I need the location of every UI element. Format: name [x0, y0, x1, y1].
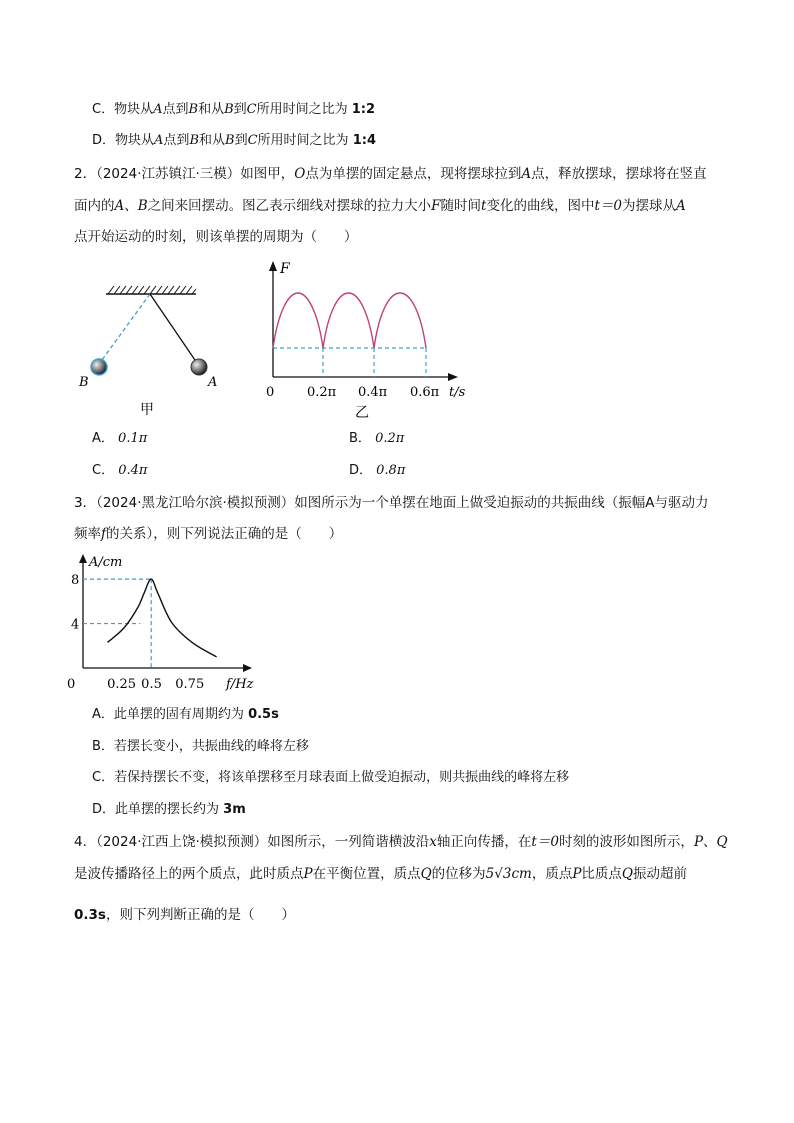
resonance-curve: [108, 579, 217, 657]
label-a: A: [208, 375, 218, 390]
ceiling-hatch: [106, 286, 196, 294]
string-to-a: [150, 294, 197, 363]
y-axis-arrow: [269, 261, 277, 271]
tick-label-0.2pi: 0.2π: [307, 385, 337, 400]
y-tick-label-4: 4: [71, 617, 80, 633]
q3-line-1: 3．（2024·黑龙江哈尔滨·模拟预测）如图所示为一个单摆在地面上做受迫振动的共振曲线（振幅A与驱动力: [74, 495, 709, 511]
q2-option-a: A． 0.1π: [92, 431, 148, 446]
y-axis-label: F: [280, 261, 290, 277]
tick-label-0.6pi: 0.6π: [410, 385, 440, 400]
x-axis-arrow: [448, 373, 458, 381]
y-axis-arrow: [79, 554, 87, 563]
q2-option-d: D． 0.8π: [349, 463, 406, 478]
q4-line-1: 4．（2024·江西上饶·模拟预测）如图所示，一列简谐横波沿x轴正向传播，在t＝0时刻的波形如图所示，P、Q: [74, 834, 728, 850]
q4-line-3: 0.3s，则下列判断正确的是（ ）: [74, 907, 295, 923]
q3-option-a: A．此单摆的固有周期约为 0.5s: [92, 707, 279, 722]
q2-pendulum-figure: [72, 278, 222, 418]
caption-yi: 乙: [355, 405, 369, 421]
q2-option-b: B． 0.2π: [349, 431, 405, 446]
q2-line-1: 2．（2024·江苏镇江·三模）如图甲，O点为单摆的固定悬点，现将摆球拉到A点，释放摆球，摆球将在竖直: [74, 166, 707, 182]
q4-line-2: 是波传播路径上的两个质点，此时质点P在平衡位置，质点Q的位移为5√3cm，质点P比质点Q振动超前: [74, 866, 687, 882]
origin-label: 0: [266, 385, 275, 400]
x-tick-label-0.5: 0.5: [141, 677, 162, 692]
y-axis-label: A/cm: [89, 555, 123, 570]
ball-a: [191, 359, 207, 375]
x-axis-label: f/Hz: [226, 677, 254, 692]
force-curve: [273, 293, 426, 348]
q2-option-c: C． 0.4π: [92, 463, 148, 478]
x-axis-arrow: [243, 664, 252, 672]
caption-jia: 甲: [140, 402, 154, 418]
q1-option-d: D．物块从A点到B和从B到C所用时间之比为 1:4: [92, 133, 376, 148]
x-tick-label-0: 0: [67, 677, 76, 692]
x-tick-label-0.75: 0.75: [175, 677, 205, 692]
ball-b: [91, 359, 107, 375]
tick-label-0.4pi: 0.4π: [358, 385, 388, 400]
q3-option-b: B．若摆长变小，共振曲线的峰将左移: [92, 739, 309, 754]
q2-line-2: 面内的A、B之间来回摆动。图乙表示细线对摆球的拉力大小F随时间t变化的曲线，图中t＝0为摆球从A: [74, 198, 686, 214]
y-tick-label-8: 8: [71, 573, 80, 589]
q3-resonance-chart: [67, 548, 270, 696]
x-axis-label: t/s: [449, 385, 466, 400]
q2-line-3: 点开始运动的时刻，则该单摆的周期为（ ）: [74, 229, 358, 245]
q2-force-time-figure: [256, 255, 476, 425]
string-to-b: [99, 294, 150, 364]
q1-option-c: C．物块从A点到B和从B到C所用时间之比为 1:2: [92, 102, 376, 117]
q3-option-c: C．若保持摆长不变，将该单摆移至月球表面上做受迫振动，则共振曲线的峰将左移: [92, 770, 570, 785]
label-b: B: [79, 375, 89, 390]
q3-option-d: D．此单摆的摆长约为 3m: [92, 802, 246, 817]
x-tick-label-0.25: 0.25: [107, 677, 137, 692]
q3-line-2: 频率f的关系），则下列说法正确的是（ ）: [74, 526, 343, 542]
